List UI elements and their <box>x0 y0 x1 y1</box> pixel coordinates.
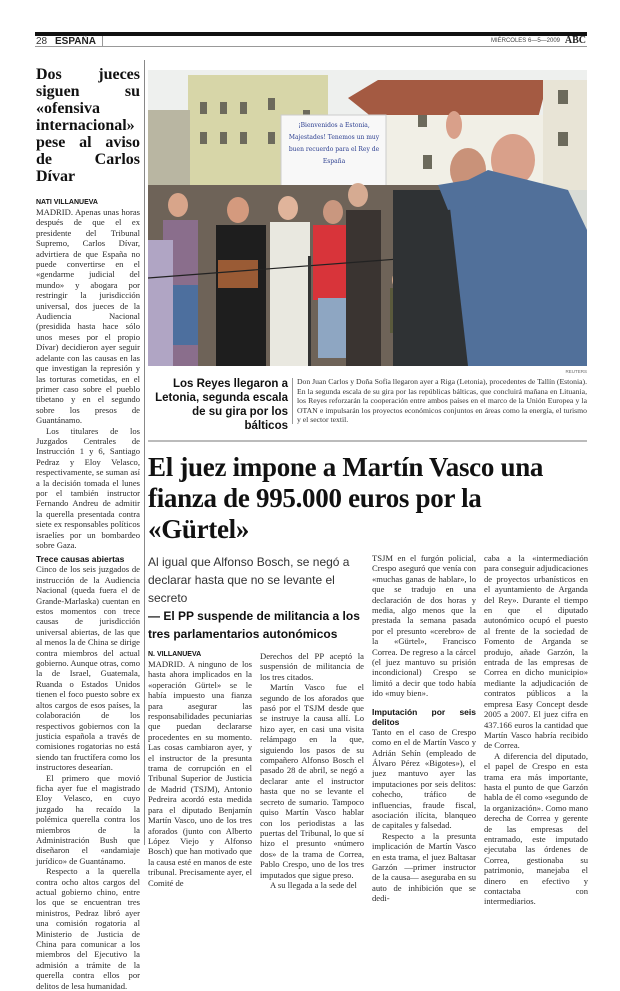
section-name: ESPAÑA <box>55 36 103 47</box>
issue-date: MIÉRCOLES 6—5—2009 <box>490 38 560 44</box>
side-story <box>36 66 140 991</box>
section-divider <box>148 440 587 442</box>
paragraph: TSJM en el furgón policial, Crespo aseguró que venía con «muchas ganas de hablar», lo que se tradujo en una declaración de dos horas y media, algo menos que la prestada la semana pasada por el presunto «cerebro» de la «Gürtel», Francisco Correa. De regreso a la cárcel (el juez mantuvo su prisión incondicional) Crespo se limitó a decir que todo había ido «muy bien». <box>372 553 476 699</box>
main-byline: N. VILLANUEVA <box>148 651 202 658</box>
paragraph: A diferencia del diputado, el papel de Crespo en esta trama era más importante, hasta el punto de que Garzón habla de él como «segundo de la organización». Como mano derecha de Correa y gerente de las empresas del entramado, este imputado ejecutaba las órdenes de Correa, gestionaba su patrimonio, manejaba el dinero en efectivo y contactaba con intermediarios. <box>484 750 588 907</box>
column-divider <box>144 60 145 845</box>
header-rule <box>35 32 587 36</box>
header-divider <box>35 46 587 47</box>
paragraph: MADRID. A ninguno de los hasta ahora implicados en la «operación Gürtel» se le había impuesto una fianza para asegurar las responsabilidades pecuniarias que puedan declararse procedentes en su momento. Las cosas cambiaron ayer, y el instructor de la presunta trama de corrupción en el Tribunal Superior de Justicia de Madrid (TSJM), Antonio Pedreira acordó esta medida para el diputado Benjamín Martín Vasco, uno de los tres aforados (junto con Alberto López Viejo y Alfonso Bosch) que han motivado que la causa esté en manos de este tribunal. Precisamente ayer, el Comité de <box>148 659 252 888</box>
main-headline: El juez impone a Martín Vasco una fianza de 995.000 euros por la «Gürtel» <box>148 452 544 544</box>
main-subhead: Imputación por seis delitos <box>372 706 476 727</box>
side-headline: Dos jueces siguen su «ofensiva internacional» pese al aviso de Carlos Dívar <box>36 66 140 185</box>
side-byline: NATI VILLANUEVA <box>36 199 98 206</box>
caption-divider <box>292 378 293 424</box>
paragraph: Respecto a la querella contra ocho altos cargos del actual gobierno chino, entre los que se encuentran tres ministros, Pedraz libró ayer una comisión rogatoria al Ministerio de Justicia de China para comunicar a los miembros del Ejecutivo la admisión a trámite de la querella contra ellos por delitos de lesa humanidad. <box>36 866 140 991</box>
paragraph: Tanto en el caso de Crespo como en el de Martín Vasco y Adrián Sehín (empleado de Álvaro Pérez «Bigotes»), el juez mantuvo ayer las imputaciones por seis delitos: cohecho, tráfico de influencias, fraude fiscal, asociación ilícita, blanqueo de capitales y falsedad. <box>372 726 476 831</box>
paper-logo: ABC <box>564 35 586 46</box>
main-column-4 <box>484 553 588 907</box>
deck-text: Al igual que Alfonso Bosch, se negó a declarar hasta que no se levante el secreto <box>148 555 350 605</box>
main-column-2 <box>260 651 364 890</box>
caption-title: Los Reyes llegaron a Letonia, segunda escala de su gira por los bálticos <box>155 378 288 432</box>
deck-bullet: — <box>148 609 164 623</box>
main-column-1 <box>148 651 252 890</box>
photo-credit: REUTERS <box>565 369 587 374</box>
paragraph: Los titulares de los Juzgados Centrales de Instrucción 1 y 6, Santiago Pedraz y Eloy Velasco, respectivamente, se suman así a la decisión tomada el lunes por el también instructor Fernando Andreu de admitir la querella presentada contra siete ex responsables políticos israelíes por un bombardeo sobre Gaza. <box>36 425 140 550</box>
paragraph: Derechos del PP aceptó la suspensión de militancia de los tres citados. <box>260 651 364 682</box>
caption-text: Don Juan Carlos y Doña Sofía llegaron ayer a Riga (Letonia), procedentes de Tallín (Estonia). En la segunda escala de su gira por las repúblicas bálticas, que concluirá mañana en Lituania, los Reyes reforzarán la cooperación entre ambos países en el marco de la Unión Europea y la OTAN e impulsarán los proyectos económicos conjuntos en áreas como la energía, el turismo y el sector textil. <box>297 377 587 425</box>
deck-secondary: El PP suspende de militancia a los tres parlamentarios autonómicos <box>148 609 360 641</box>
page-number: 28 <box>36 36 48 47</box>
paragraph: Martín Vasco fue el segundo de los aforados que pasó por el TSJM desde que se instruye la causa allí. Lo hizo ayer, en casi una visita relámpago en la que, siguiendo los pasos de su compañero Alfonso Bosch el pasado 28 de abril, se negó a declarar ante el instructor hasta que no se levante el secreto de sumario. Tampoco quiso Martín Vasco hablar con los periodistas a las puertas del Tribunal, lo que sí hizo el presunto «número dos» de la trama de Correa, Pablo Crespo, uno de los tres imputados que sigue preso. <box>260 682 364 880</box>
side-subhead: Trece causas abiertas <box>36 554 125 565</box>
paragraph: caba a la «intermediación para conseguir adjudicaciones de proyectos urbanísticos en el ayuntamiento de Arganda del Rey». Durante el tiempo en que el diputado autonómico ocupó el puesto al frente de la sociedad de Fomento de Arganda se produjo, añade Garzón, la entrada de las empresas de Correa en dicho municipio» mediante la adjudicación de contratos públicos a la empresa Easy Concept desde 2005 a 2007. El juez cifra en 437.166 euros la cantidad que Martín Vasco habría recibido de Correa. <box>484 553 588 751</box>
main-story <box>148 452 588 907</box>
paragraph: A su llegada a la sede del <box>270 879 357 890</box>
paragraph: El primero que movió ficha ayer fue el magistrado Eloy Velasco, en cuyo juzgado ha recaído la polémica querella contra los miembros de la Administración Bush que diseñaron el «andamiaje jurídico» de Guantánamo. <box>36 772 140 866</box>
banner-text: ¡Bienvenidos a Estonia, Majestades! Tenemos un muy buen recuerdo para el Rey de España <box>288 122 380 165</box>
main-deck <box>148 553 364 643</box>
main-column-3 <box>372 553 476 904</box>
paragraph: MADRID. Apenas unas horas después de que el ex presidente del Tribunal Supremo, Carlos Dívar, advirtiera de que España no puede convertirse en el «gendarme judicial del mundo» y abogara por restringir la jurisdicción universal, dos jueces de la Audiencia Nacional (presidida hasta hace sólo unos meses por el propio Dívar) decidieron ayer seguir adelante con las causas en las que investigan la represión y las torturas cometidas, en el primer caso sobre el pueblo tibetano y en el segundo sobre los presos de Guantánamo. <box>36 207 140 426</box>
news-photo <box>148 70 587 366</box>
paragraph: Cinco de los seis juzgados de instrucción de la Audiencia Nacional (queda fuera el de Grande-Marlaska) cuentan en estos momentos con trece causas de jurisdicción universal abiertas, de las que al menos la de China se dirige contra miembros del actual gobierno. Aunque otras, como la de Israel, Guatemala, Ruanda o Estados Unidos tienen el foco puesto sobre ex altos cargos de esos países, la colaboración de los respectivos gobiernos con la justicia española a través de comisiones rogatorias no está siendo tan fructífera como los instructores desearían. <box>36 564 140 773</box>
paragraph: Respecto a la presunta implicación de Martín Vasco en esta trama, el juez Baltasar Garzón —primer instructor de la causa— aseguraba en su auto de inhibición que se dedi- <box>372 830 476 904</box>
